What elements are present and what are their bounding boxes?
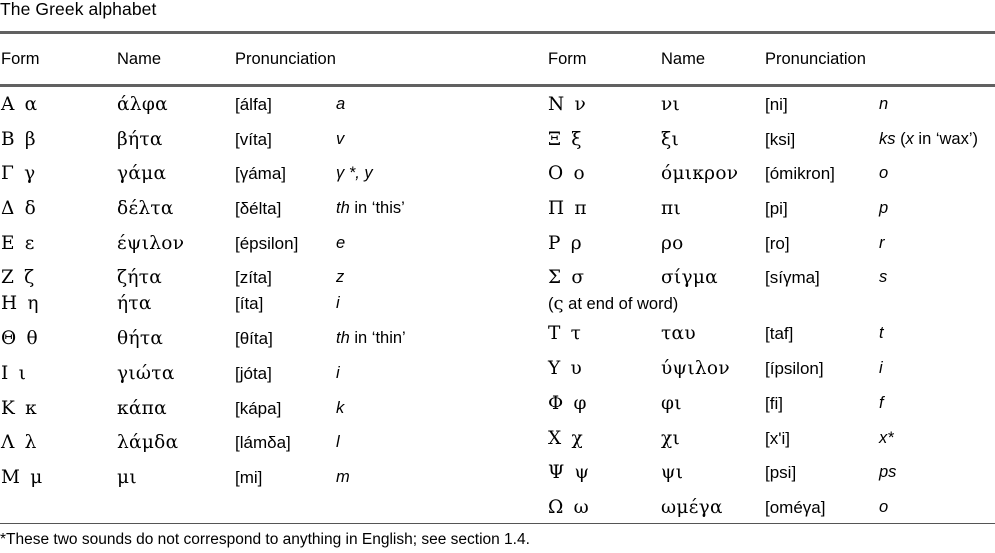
table-row bbox=[0, 434, 540, 469]
letter-form: Χ χ bbox=[548, 427, 585, 449]
right-column-headers bbox=[547, 50, 995, 78]
letter-english-equivalent: z bbox=[336, 268, 345, 287]
table-row bbox=[0, 295, 540, 330]
letter-english-equivalent: r bbox=[879, 233, 885, 252]
table-row bbox=[0, 96, 540, 131]
table-row bbox=[547, 325, 995, 360]
letter-pronunciation: [álfa] bbox=[235, 95, 272, 114]
table-row bbox=[547, 496, 995, 534]
letter-pronunciation: [taf] bbox=[765, 324, 794, 344]
table-header-rule bbox=[0, 84, 995, 87]
letter-form: Ν ν bbox=[548, 94, 588, 115]
table-row bbox=[547, 232, 995, 270]
letter-form: Γ γ bbox=[1, 163, 38, 185]
letter-name: πι bbox=[661, 198, 682, 220]
letter-pronunciation: [síγma] bbox=[765, 268, 820, 288]
letter-english-equivalent: a bbox=[336, 95, 346, 113]
table-row bbox=[0, 330, 540, 365]
letter-name: ταυ bbox=[661, 323, 696, 345]
letter-name: λάμδα bbox=[117, 432, 179, 454]
letter-pronunciation: [γáma] bbox=[235, 164, 287, 184]
letter-english-equivalent: i bbox=[336, 294, 340, 313]
left-table-rows bbox=[0, 96, 540, 504]
table-row bbox=[0, 466, 540, 504]
letter-name: έψιλον bbox=[117, 232, 185, 254]
letter-pronunciation: [δélta] bbox=[235, 199, 282, 219]
page-title: The Greek alphabet bbox=[0, 0, 157, 19]
letter-pronunciation: [ómikron] bbox=[765, 164, 835, 184]
letter-form: Ε ε bbox=[1, 232, 37, 254]
letter-form: Λ λ bbox=[1, 432, 39, 454]
letter-form: Η η bbox=[1, 293, 41, 315]
letter-english-equivalent: f bbox=[879, 393, 884, 412]
table-row bbox=[547, 96, 995, 131]
letter-pronunciation: [épsilon] bbox=[235, 233, 299, 253]
letter-english-equivalent: k bbox=[336, 398, 345, 417]
letter-name: γιώτα bbox=[117, 362, 175, 384]
letter-form: Α α bbox=[1, 94, 40, 115]
letter-name: μι bbox=[117, 466, 137, 488]
letter-form: Ο ο bbox=[548, 163, 587, 185]
letter-english-equivalent: o bbox=[879, 164, 889, 183]
table-row bbox=[547, 360, 995, 395]
table-row bbox=[547, 392, 995, 430]
sigma-final-note-row bbox=[547, 295, 995, 325]
letter-name: θήτα bbox=[117, 328, 164, 350]
table-row bbox=[0, 128, 540, 166]
column-header-form-right: Form bbox=[548, 50, 587, 68]
table-row bbox=[0, 232, 540, 270]
letter-name: ζήτα bbox=[117, 267, 163, 289]
letter-name: ψι bbox=[661, 462, 684, 484]
letter-form: Θ θ bbox=[1, 328, 40, 350]
letter-pronunciation: [θíta] bbox=[235, 329, 273, 349]
letter-english-equivalent: ps bbox=[879, 463, 897, 482]
table-row bbox=[547, 427, 995, 465]
letter-english-equivalent: n bbox=[879, 95, 889, 113]
letter-pronunciation: [pi] bbox=[765, 199, 788, 219]
table-footnote: *These two sounds do not correspond to anything in English; see section 1.4. bbox=[0, 531, 530, 548]
letter-form: Ψ ψ bbox=[548, 462, 592, 484]
letter-form: Κ κ bbox=[1, 397, 39, 419]
letter-form: Ι ι bbox=[1, 362, 29, 384]
letter-pronunciation: [kápa] bbox=[235, 398, 282, 418]
letter-pronunciation: [ni] bbox=[765, 95, 788, 114]
table-row bbox=[0, 200, 540, 235]
letter-form: Ω ω bbox=[548, 496, 591, 518]
letter-name: γάμα bbox=[117, 163, 167, 185]
left-column-headers bbox=[0, 50, 540, 78]
letter-pronunciation: [mi] bbox=[235, 467, 263, 487]
table-row bbox=[547, 128, 995, 166]
letter-english-equivalent: v bbox=[336, 129, 345, 148]
letter-form: Ρ ρ bbox=[548, 232, 584, 254]
table-row bbox=[547, 200, 995, 235]
letter-english-equivalent: m bbox=[336, 467, 350, 486]
letter-english-equivalent: th in ‘this’ bbox=[336, 199, 405, 218]
letter-english-equivalent: o bbox=[879, 497, 889, 516]
letter-name: ρο bbox=[661, 232, 684, 254]
letter-pronunciation: [zíta] bbox=[235, 268, 272, 288]
letter-english-equivalent: i bbox=[336, 363, 340, 382]
column-header-pronunciation-left: Pronunciation bbox=[235, 50, 336, 68]
table-row bbox=[0, 362, 540, 400]
letter-form: Δ δ bbox=[1, 198, 38, 220]
letter-english-equivalent: γ *, y bbox=[336, 164, 373, 183]
table-row bbox=[0, 165, 540, 200]
letter-english-equivalent: i bbox=[879, 359, 883, 378]
letter-english-equivalent: t bbox=[879, 324, 884, 343]
letter-pronunciation: [ro] bbox=[765, 233, 790, 253]
letter-english-equivalent: s bbox=[879, 268, 888, 287]
table-row bbox=[547, 165, 995, 200]
letter-form: Ζ ζ bbox=[1, 267, 37, 289]
letter-pronunciation: [ksi] bbox=[765, 129, 796, 149]
letter-name: άλφα bbox=[117, 94, 168, 115]
letter-english-equivalent: l bbox=[336, 433, 340, 452]
table-top-rule bbox=[0, 31, 995, 34]
table-row bbox=[547, 464, 995, 499]
table-row bbox=[0, 397, 540, 435]
letter-english-equivalent: ks (x in ‘wax’) bbox=[879, 129, 979, 148]
table-row bbox=[0, 269, 540, 295]
letter-name: νι bbox=[661, 94, 681, 115]
table-row bbox=[547, 269, 995, 295]
letter-english-equivalent: p bbox=[879, 199, 889, 218]
letter-name: ύψιλον bbox=[661, 358, 730, 380]
letter-name: ωμέγα bbox=[661, 496, 723, 518]
letter-pronunciation: [lámδa] bbox=[235, 433, 291, 453]
letter-name: φι bbox=[661, 392, 682, 414]
letter-pronunciation: [ípsilon] bbox=[765, 359, 824, 379]
letter-name: ξι bbox=[661, 128, 680, 150]
column-header-form-left: Form bbox=[1, 50, 40, 68]
letter-form: Β β bbox=[1, 128, 38, 150]
right-table-rows bbox=[547, 96, 995, 534]
letter-english-equivalent: e bbox=[336, 233, 346, 252]
sigma-final-note: (ς at end of word) bbox=[548, 293, 679, 315]
letter-form: Μ μ bbox=[1, 466, 45, 488]
letter-pronunciation: [psi] bbox=[765, 463, 797, 483]
letter-pronunciation: [jóta] bbox=[235, 363, 272, 383]
letter-form: Σ σ bbox=[548, 267, 587, 289]
column-header-name-right: Name bbox=[661, 50, 706, 68]
letter-name: κάπα bbox=[117, 397, 167, 419]
letter-english-equivalent: x* bbox=[879, 428, 894, 447]
letter-form: Ξ ξ bbox=[548, 128, 584, 150]
letter-pronunciation: [víta] bbox=[235, 129, 272, 149]
letter-form: Τ τ bbox=[548, 323, 584, 345]
letter-pronunciation: [oméγa] bbox=[765, 497, 826, 517]
letter-form: Φ φ bbox=[548, 392, 589, 414]
letter-name: χι bbox=[661, 427, 681, 449]
letter-name: σίγμα bbox=[661, 267, 718, 289]
letter-form: Π π bbox=[548, 198, 589, 220]
letter-name: βήτα bbox=[117, 128, 163, 150]
letter-form: Υ υ bbox=[548, 358, 584, 380]
letter-name: δέλτα bbox=[117, 198, 174, 220]
letter-pronunciation: [íta] bbox=[235, 294, 264, 314]
letter-english-equivalent: th in ‘thin’ bbox=[336, 329, 406, 348]
letter-pronunciation: [fi] bbox=[765, 393, 783, 413]
letter-name: ήτα bbox=[117, 293, 152, 315]
column-header-name-left: Name bbox=[117, 50, 162, 68]
letter-pronunciation: [x'i] bbox=[765, 428, 790, 448]
letter-name: όμικρον bbox=[661, 163, 739, 185]
column-header-pronunciation-right: Pronunciation bbox=[765, 50, 866, 68]
